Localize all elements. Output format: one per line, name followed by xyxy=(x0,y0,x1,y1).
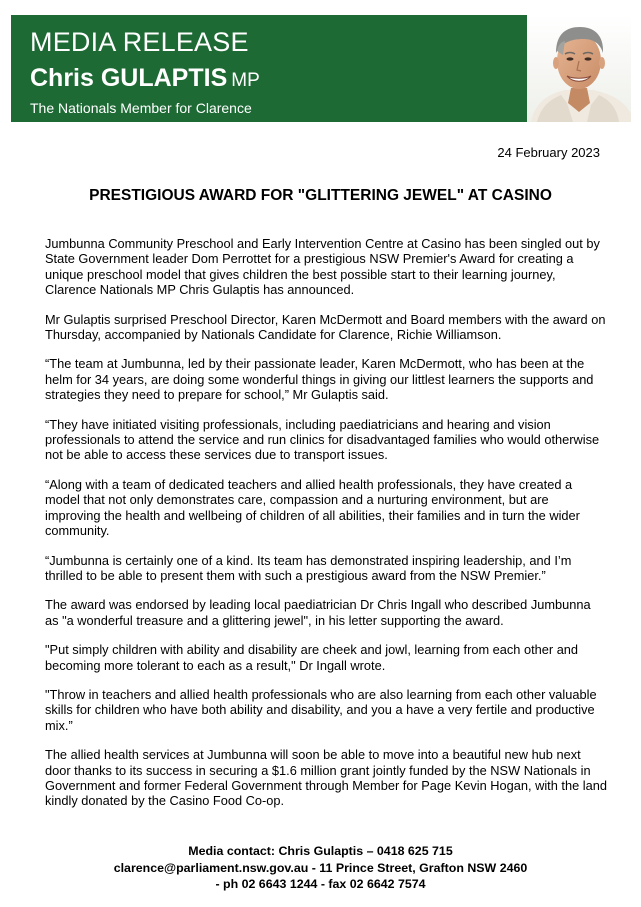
body-paragraph: “The team at Jumbunna, led by their passionate leader, Karen McDermott, who has been at the helm for 34 years, are doing some wonderful things in giving our littlest learners the supports and strategies they need to prepare for school,” Mr Gulaptis said. xyxy=(45,356,594,403)
banner-member-name xyxy=(30,63,260,96)
contact-line-media: Media contact: Chris Gulaptis – 0418 625 715 xyxy=(188,844,453,858)
banner-subtitle: The Nationals Member for Clarence xyxy=(30,100,252,116)
media-contact-footer xyxy=(0,843,641,893)
contact-line-phone: - ph 02 6643 1244 - fax 02 6642 7574 xyxy=(215,877,426,891)
banner-text-block xyxy=(30,27,260,117)
member-portrait-photo xyxy=(527,15,631,122)
body-paragraph: Jumbunna Community Preschool and Early Intervention Centre at Casino has been singled out by State Government leader Dom Perrottet for a prestigious NSW Premier's Award for creating a unique preschool model that gives children the best possible start to their learning journey, Clarence Nationals MP Chris Gulaptis has announced. xyxy=(45,236,600,298)
member-suffix: MP xyxy=(231,70,260,91)
body-paragraph: "Throw in teachers and allied health professionals who are also learning from each other valuable skills for children who have both ability and disability, and you a have a very fertile and productive mix.” xyxy=(45,686,597,733)
body-paragraph: The award was endorsed by leading local paediatrician Dr Chris Ingall who described Jumbunna as "a wonderful treasure and a glittering jewel", in his letter supporting the award. xyxy=(45,597,591,628)
headline: PRESTIGIOUS AWARD FOR "GLITTERING JEWEL" AT CASINO xyxy=(89,187,552,204)
article-body xyxy=(45,236,607,823)
body-paragraph: Mr Gulaptis surprised Preschool Director, Karen McDermott and Board members with the award on Thursday, accompanied by Nationals Candidate for Clarence, Richie Williamson. xyxy=(45,311,606,343)
body-paragraph: “Jumbunna is certainly one of a kind. Its team has demonstrated inspiring leadership, and I’m thrilled to be able to present them with such a prestigious award from the NSW Premier.” xyxy=(45,552,572,583)
body-paragraph: “Along with a team of dedicated teachers and allied health professionals, they have created a model that not only demonstrates care, compassion and a nurturing environment, but are improving the health and wellbeing of children of all abilities, their families and in turn the wider community. xyxy=(45,476,580,539)
body-paragraph: "Put simply children with ability and disability are cheek and jowl, learning from each other and becoming more tolerant to each as a result," Dr Ingall wrote. xyxy=(45,642,579,673)
contact-line-address: clarence@parliament.nsw.gov.au - 11 Prince Street, Grafton NSW 2460 xyxy=(113,860,528,875)
release-date: 24 February 2023 xyxy=(497,145,600,160)
media-release-banner xyxy=(11,15,631,122)
body-paragraph: The allied health services at Jumbunna will soon be able to move into a beautiful new hub next door thanks to its success in securing a $1.6 million grant jointly funded by the NSW Nationals in Government and former Federal Government through Member for Page Kevin Hogan, with the land kindly donated by the Casino Food Co-op. xyxy=(45,747,607,809)
body-paragraph: “They have initiated visiting professionals, including paediatricians and hearing and vision professionals to attend the service and run clinics for disadvantaged families who would otherwise not be able to access these services due to transport issues. xyxy=(45,416,600,463)
member-name-text: Chris GULAPTIS xyxy=(30,64,228,92)
banner-kicker: MEDIA RELEASE xyxy=(30,27,249,57)
